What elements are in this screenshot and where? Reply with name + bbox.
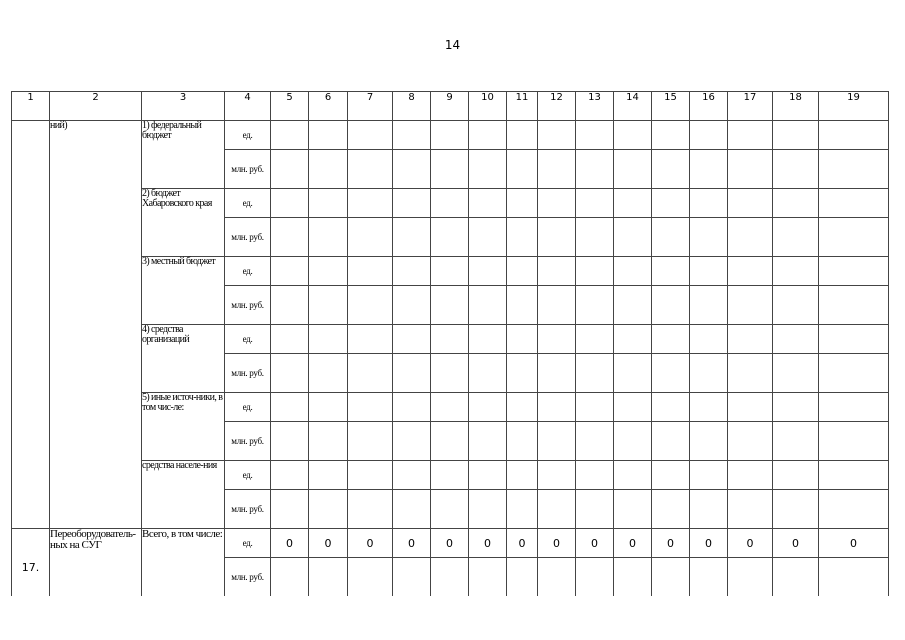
group5-money-cell-col11 [507, 422, 538, 461]
value-cell-col12: 0 [538, 529, 576, 558]
row17-money-cell-col11 [507, 558, 538, 597]
row17-money-cell-col6 [309, 558, 348, 597]
group4-units-cell-col11 [507, 325, 538, 354]
group4-money-cell-col5 [271, 354, 309, 393]
group5-units-cell-col6 [309, 393, 348, 422]
group1-money-cell-col12 [538, 150, 576, 189]
group4-units-cell-col6 [309, 325, 348, 354]
group1-money-cell-col5 [271, 150, 309, 189]
group6-units-cell-col18 [773, 461, 819, 490]
group5-money-cell-col14 [614, 422, 652, 461]
group4-units-cell-col18 [773, 325, 819, 354]
column-header-12: 12 [538, 92, 576, 121]
unit-cell: млн. руб. [225, 286, 271, 325]
row17-money-cell-col14 [614, 558, 652, 597]
group1-units-cell-col18 [773, 121, 819, 150]
group4-money-cell-col16 [690, 354, 728, 393]
group5-money-cell-col8 [393, 422, 431, 461]
group1-units-cell-col8 [393, 121, 431, 150]
row17-money-cell-col13 [576, 558, 614, 597]
unit-cell: ед. [225, 393, 271, 422]
group1-money-cell-col7 [348, 150, 393, 189]
column-header-19: 19 [819, 92, 889, 121]
group4-money-cell-col15 [652, 354, 690, 393]
funding-source-label: 2) бюджет Хабаровского края [142, 189, 225, 257]
group3-units-cell-col19 [819, 257, 889, 286]
group2-units-cell-col9 [431, 189, 469, 218]
group5-units-cell-col12 [538, 393, 576, 422]
group6-units-cell-col15 [652, 461, 690, 490]
group6-money-cell-col17 [728, 490, 773, 529]
table-row [12, 121, 889, 150]
group4-money-cell-col9 [431, 354, 469, 393]
group6-money-cell-col10 [469, 490, 507, 529]
group6-money-cell-col12 [538, 490, 576, 529]
unit-cell: ед. [225, 529, 271, 558]
group2-money-cell-col15 [652, 218, 690, 257]
group3-units-cell-col14 [614, 257, 652, 286]
group3-money-cell-col8 [393, 286, 431, 325]
group6-units-cell-col12 [538, 461, 576, 490]
group3-money-cell-col7 [348, 286, 393, 325]
column-header-15: 15 [652, 92, 690, 121]
group1-money-cell-col18 [773, 150, 819, 189]
group2-units-cell-col16 [690, 189, 728, 218]
group1-units-cell-col5 [271, 121, 309, 150]
group2-units-cell-col11 [507, 189, 538, 218]
value-cell-col15: 0 [652, 529, 690, 558]
group2-money-cell-col10 [469, 218, 507, 257]
group5-units-cell-col8 [393, 393, 431, 422]
group1-units-cell-col7 [348, 121, 393, 150]
row17-money-cell-col19 [819, 558, 889, 597]
group5-money-cell-col7 [348, 422, 393, 461]
group5-units-cell-col9 [431, 393, 469, 422]
group3-units-cell-col5 [271, 257, 309, 286]
value-cell-col7: 0 [348, 529, 393, 558]
group1-money-cell-col19 [819, 150, 889, 189]
row17-money-cell-col12 [538, 558, 576, 597]
row17-money-cell-col17 [728, 558, 773, 597]
value-cell-col6: 0 [309, 529, 348, 558]
funding-source-label: 4) средства организаций [142, 325, 225, 393]
group6-money-cell-col14 [614, 490, 652, 529]
group6-units-cell-col8 [393, 461, 431, 490]
group3-units-cell-col16 [690, 257, 728, 286]
column-header-16: 16 [690, 92, 728, 121]
table-row [12, 461, 889, 490]
unit-cell: млн. руб. [225, 490, 271, 529]
group6-units-cell-col17 [728, 461, 773, 490]
column-header-7: 7 [348, 92, 393, 121]
unit-cell: ед. [225, 121, 271, 150]
unit-cell: млн. руб. [225, 354, 271, 393]
value-cell-col18: 0 [773, 529, 819, 558]
group5-units-cell-col16 [690, 393, 728, 422]
group3-units-cell-col17 [728, 257, 773, 286]
group4-money-cell-col17 [728, 354, 773, 393]
row17-money-cell-col8 [393, 558, 431, 597]
group2-units-cell-col10 [469, 189, 507, 218]
group2-money-cell-col17 [728, 218, 773, 257]
group6-money-cell-col15 [652, 490, 690, 529]
group2-units-cell-col14 [614, 189, 652, 218]
group2-units-cell-col8 [393, 189, 431, 218]
group1-money-cell-col8 [393, 150, 431, 189]
group2-units-cell-col7 [348, 189, 393, 218]
group5-units-cell-col14 [614, 393, 652, 422]
data-table [11, 91, 889, 596]
group3-money-cell-col14 [614, 286, 652, 325]
row17-money-cell-col18 [773, 558, 819, 597]
column-header-9: 9 [431, 92, 469, 121]
group2-units-cell-col15 [652, 189, 690, 218]
group6-units-cell-col10 [469, 461, 507, 490]
group5-units-cell-col11 [507, 393, 538, 422]
unit-cell: млн. руб. [225, 218, 271, 257]
group2-money-cell-col8 [393, 218, 431, 257]
group1-units-cell-col11 [507, 121, 538, 150]
column-header-13: 13 [576, 92, 614, 121]
group5-money-cell-col10 [469, 422, 507, 461]
group4-units-cell-col13 [576, 325, 614, 354]
group6-units-cell-col5 [271, 461, 309, 490]
column-header-11: 11 [507, 92, 538, 121]
group3-units-cell-col6 [309, 257, 348, 286]
group4-units-cell-col14 [614, 325, 652, 354]
group3-units-cell-col10 [469, 257, 507, 286]
group3-units-cell-col7 [348, 257, 393, 286]
group6-units-cell-col13 [576, 461, 614, 490]
group6-units-cell-col19 [819, 461, 889, 490]
indicator-name-cell: ний) [50, 121, 142, 529]
column-header-2: 2 [50, 92, 142, 121]
group4-money-cell-col18 [773, 354, 819, 393]
group6-units-cell-col6 [309, 461, 348, 490]
group5-units-cell-col19 [819, 393, 889, 422]
group6-money-cell-col18 [773, 490, 819, 529]
indicator-name-cell: Переоборудователь-ных на СУГ [50, 529, 142, 597]
unit-cell: млн. руб. [225, 558, 271, 597]
group4-money-cell-col12 [538, 354, 576, 393]
group3-money-cell-col6 [309, 286, 348, 325]
group5-units-cell-col7 [348, 393, 393, 422]
group2-units-cell-col13 [576, 189, 614, 218]
group6-money-cell-col16 [690, 490, 728, 529]
group2-units-cell-col18 [773, 189, 819, 218]
group5-units-cell-col10 [469, 393, 507, 422]
group3-money-cell-col10 [469, 286, 507, 325]
group2-money-cell-col12 [538, 218, 576, 257]
group5-money-cell-col12 [538, 422, 576, 461]
group2-money-cell-col13 [576, 218, 614, 257]
group2-units-cell-col5 [271, 189, 309, 218]
table-row [12, 257, 889, 286]
group5-units-cell-col15 [652, 393, 690, 422]
unit-cell: ед. [225, 461, 271, 490]
group4-units-cell-col19 [819, 325, 889, 354]
row-number-cell [12, 121, 50, 529]
value-cell-col11: 0 [507, 529, 538, 558]
group6-units-cell-col11 [507, 461, 538, 490]
group6-money-cell-col8 [393, 490, 431, 529]
group2-money-cell-col11 [507, 218, 538, 257]
group4-money-cell-col10 [469, 354, 507, 393]
group5-money-cell-col5 [271, 422, 309, 461]
group3-units-cell-col15 [652, 257, 690, 286]
group2-money-cell-col14 [614, 218, 652, 257]
group6-units-cell-col14 [614, 461, 652, 490]
group1-money-cell-col17 [728, 150, 773, 189]
group1-units-cell-col16 [690, 121, 728, 150]
row17-money-cell-col16 [690, 558, 728, 597]
group2-units-cell-col19 [819, 189, 889, 218]
column-header-5: 5 [271, 92, 309, 121]
group5-money-cell-col17 [728, 422, 773, 461]
group1-units-cell-col19 [819, 121, 889, 150]
group3-money-cell-col5 [271, 286, 309, 325]
group1-units-cell-col10 [469, 121, 507, 150]
group5-money-cell-col15 [652, 422, 690, 461]
table-row [12, 529, 889, 558]
column-header-8: 8 [393, 92, 431, 121]
group5-money-cell-col19 [819, 422, 889, 461]
column-header-6: 6 [309, 92, 348, 121]
group5-units-cell-col18 [773, 393, 819, 422]
funding-source-label: Всего, в том числе: [142, 529, 225, 597]
group4-money-cell-col11 [507, 354, 538, 393]
value-cell-col17: 0 [728, 529, 773, 558]
unit-cell: ед. [225, 189, 271, 218]
table-row [12, 325, 889, 354]
value-cell-col14: 0 [614, 529, 652, 558]
group6-money-cell-col6 [309, 490, 348, 529]
group2-units-cell-col12 [538, 189, 576, 218]
funding-source-label: 1) федеральный бюджет [142, 121, 225, 189]
group5-money-cell-col16 [690, 422, 728, 461]
value-cell-col16: 0 [690, 529, 728, 558]
row17-money-cell-col10 [469, 558, 507, 597]
group3-money-cell-col18 [773, 286, 819, 325]
group3-units-cell-col8 [393, 257, 431, 286]
group6-units-cell-col7 [348, 461, 393, 490]
funding-source-label: средства населе-ния [142, 461, 225, 529]
group1-units-cell-col12 [538, 121, 576, 150]
group2-money-cell-col6 [309, 218, 348, 257]
group6-money-cell-col9 [431, 490, 469, 529]
row17-money-cell-col7 [348, 558, 393, 597]
value-cell-col5: 0 [271, 529, 309, 558]
group4-units-cell-col16 [690, 325, 728, 354]
page-number: 14 [444, 38, 461, 52]
group4-units-cell-col15 [652, 325, 690, 354]
value-cell-col8: 0 [393, 529, 431, 558]
group4-money-cell-col7 [348, 354, 393, 393]
group4-units-cell-col10 [469, 325, 507, 354]
column-header-4: 4 [225, 92, 271, 121]
group5-units-cell-col5 [271, 393, 309, 422]
group3-money-cell-col15 [652, 286, 690, 325]
row17-money-cell-col9 [431, 558, 469, 597]
row-number-cell: 17. [12, 529, 50, 597]
group1-units-cell-col13 [576, 121, 614, 150]
group3-money-cell-col9 [431, 286, 469, 325]
group2-units-cell-col17 [728, 189, 773, 218]
funding-source-label: 3) местный бюджет [142, 257, 225, 325]
group1-money-cell-col14 [614, 150, 652, 189]
group6-money-cell-col7 [348, 490, 393, 529]
group6-money-cell-col5 [271, 490, 309, 529]
funding-source-label: 5) иные источ-ники, в том чис-ле: [142, 393, 225, 461]
group4-units-cell-col5 [271, 325, 309, 354]
group2-money-cell-col16 [690, 218, 728, 257]
value-cell-col9: 0 [431, 529, 469, 558]
group1-units-cell-col14 [614, 121, 652, 150]
group1-money-cell-col16 [690, 150, 728, 189]
group3-money-cell-col19 [819, 286, 889, 325]
value-cell-col19: 0 [819, 529, 889, 558]
group4-money-cell-col6 [309, 354, 348, 393]
group1-money-cell-col9 [431, 150, 469, 189]
column-header-18: 18 [773, 92, 819, 121]
value-cell-col13: 0 [576, 529, 614, 558]
value-cell-col10: 0 [469, 529, 507, 558]
group4-units-cell-col12 [538, 325, 576, 354]
column-header-3: 3 [142, 92, 225, 121]
header-row [12, 92, 889, 121]
group4-units-cell-col8 [393, 325, 431, 354]
group4-units-cell-col7 [348, 325, 393, 354]
group5-money-cell-col18 [773, 422, 819, 461]
column-header-10: 10 [469, 92, 507, 121]
group1-money-cell-col10 [469, 150, 507, 189]
group6-units-cell-col9 [431, 461, 469, 490]
group3-units-cell-col11 [507, 257, 538, 286]
column-header-1: 1 [12, 92, 50, 121]
group1-money-cell-col11 [507, 150, 538, 189]
group2-money-cell-col18 [773, 218, 819, 257]
group5-money-cell-col6 [309, 422, 348, 461]
group5-units-cell-col17 [728, 393, 773, 422]
column-header-14: 14 [614, 92, 652, 121]
group4-money-cell-col13 [576, 354, 614, 393]
group3-money-cell-col13 [576, 286, 614, 325]
row17-money-cell-col15 [652, 558, 690, 597]
group4-units-cell-col17 [728, 325, 773, 354]
group6-money-cell-col11 [507, 490, 538, 529]
group3-units-cell-col9 [431, 257, 469, 286]
column-header-17: 17 [728, 92, 773, 121]
group3-money-cell-col16 [690, 286, 728, 325]
unit-cell: млн. руб. [225, 150, 271, 189]
group1-money-cell-col13 [576, 150, 614, 189]
group5-money-cell-col13 [576, 422, 614, 461]
group1-money-cell-col15 [652, 150, 690, 189]
group4-money-cell-col14 [614, 354, 652, 393]
group2-money-cell-col19 [819, 218, 889, 257]
group3-money-cell-col17 [728, 286, 773, 325]
group2-money-cell-col5 [271, 218, 309, 257]
group4-units-cell-col9 [431, 325, 469, 354]
group3-units-cell-col13 [576, 257, 614, 286]
unit-cell: ед. [225, 257, 271, 286]
group4-money-cell-col8 [393, 354, 431, 393]
group2-units-cell-col6 [309, 189, 348, 218]
group1-units-cell-col15 [652, 121, 690, 150]
unit-cell: ед. [225, 325, 271, 354]
group2-money-cell-col7 [348, 218, 393, 257]
group3-money-cell-col11 [507, 286, 538, 325]
unit-cell: млн. руб. [225, 422, 271, 461]
table-row [12, 393, 889, 422]
group2-money-cell-col9 [431, 218, 469, 257]
group6-money-cell-col19 [819, 490, 889, 529]
group1-money-cell-col6 [309, 150, 348, 189]
group3-money-cell-col12 [538, 286, 576, 325]
row17-money-cell-col5 [271, 558, 309, 597]
table-row [12, 189, 889, 218]
group5-money-cell-col9 [431, 422, 469, 461]
group4-money-cell-col19 [819, 354, 889, 393]
group1-units-cell-col9 [431, 121, 469, 150]
group6-money-cell-col13 [576, 490, 614, 529]
group5-units-cell-col13 [576, 393, 614, 422]
group3-units-cell-col12 [538, 257, 576, 286]
group6-units-cell-col16 [690, 461, 728, 490]
group3-units-cell-col18 [773, 257, 819, 286]
group1-units-cell-col6 [309, 121, 348, 150]
group1-units-cell-col17 [728, 121, 773, 150]
